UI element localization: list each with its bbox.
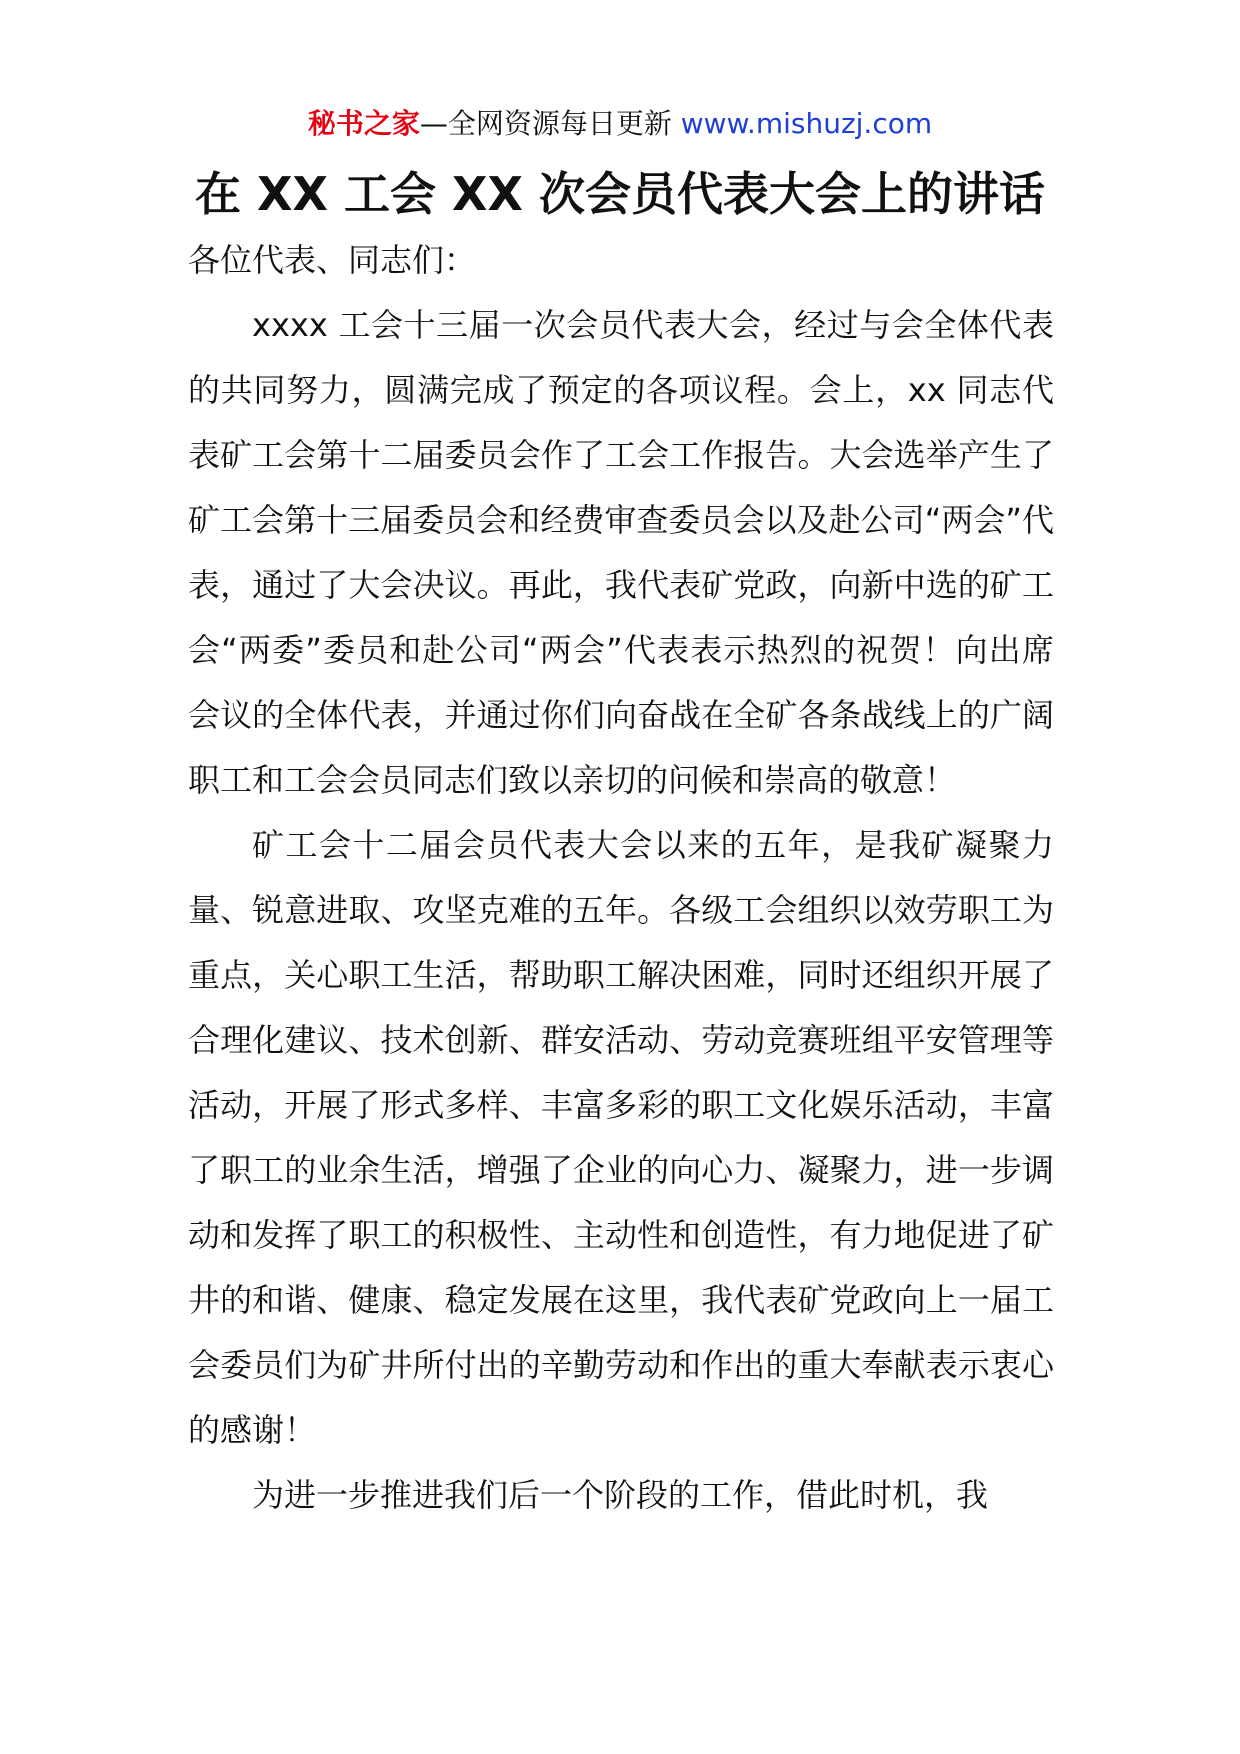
site-tagline: —全网资源每日更新 (419, 107, 681, 140)
salutation: 各位代表、同志们： (188, 241, 477, 279)
paragraph: 矿工会十二届会员代表大会以来的五年，是我矿凝聚力量、锐意进取、攻坚克难的五年。各级工会组织以效劳职工为重点，关心职工生活，帮助职工解决困难，同时还组织开展了合理化建议、技术创新、群安活动、劳动竞赛班组平安管理等活动，开展了形式多样、丰富多彩的职工文化娱乐活动，丰富了职工的业余生活，增强了企业的向心力、凝聚力，进一步调动和发挥了职工的积极性、主动性和创造性，有力地促进了矿井的和谐、健康、稳定发展在这里，我代表矿党政向上一届工会委员们为矿井所付出的辛勤劳动和作出的重大奉献表示衷心的感谢！ (188, 826, 1054, 1449)
document-title: 在 XX 工会 XX 次会员代表大会上的讲话 (195, 167, 1045, 221)
paragraph: xxxx 工会十三届一次会员代表大会，经过与会全体代表的共同努力，圆满完成了预定的各项议程。会上，xx 同志代表矿工会第十二届委员会作了工会工作报告。大会选举产生了矿工会第十三届委员会和经费审查委员会以及赴公司“两会”代表，通过了大会决议。再此，我代表矿党政，向新中选的矿工会“两委”委员和赴公司“两会”代表表示热烈的祝贺！向出席会议的全体代表，并通过你们向奋战在全矿各条战线上的广阔职工和工会会员同志们致以亲切的问候和崇高的敬意！ (188, 306, 1054, 799)
site-url-link[interactable]: www.mishuzj.com (680, 107, 933, 140)
site-brand: 秘书之家 (307, 107, 420, 140)
paragraph: 为进一步推进我们后一个阶段的工作，借此时机，我 (252, 1476, 989, 1514)
site-header (0, 104, 1240, 144)
document-body (188, 228, 1054, 1528)
